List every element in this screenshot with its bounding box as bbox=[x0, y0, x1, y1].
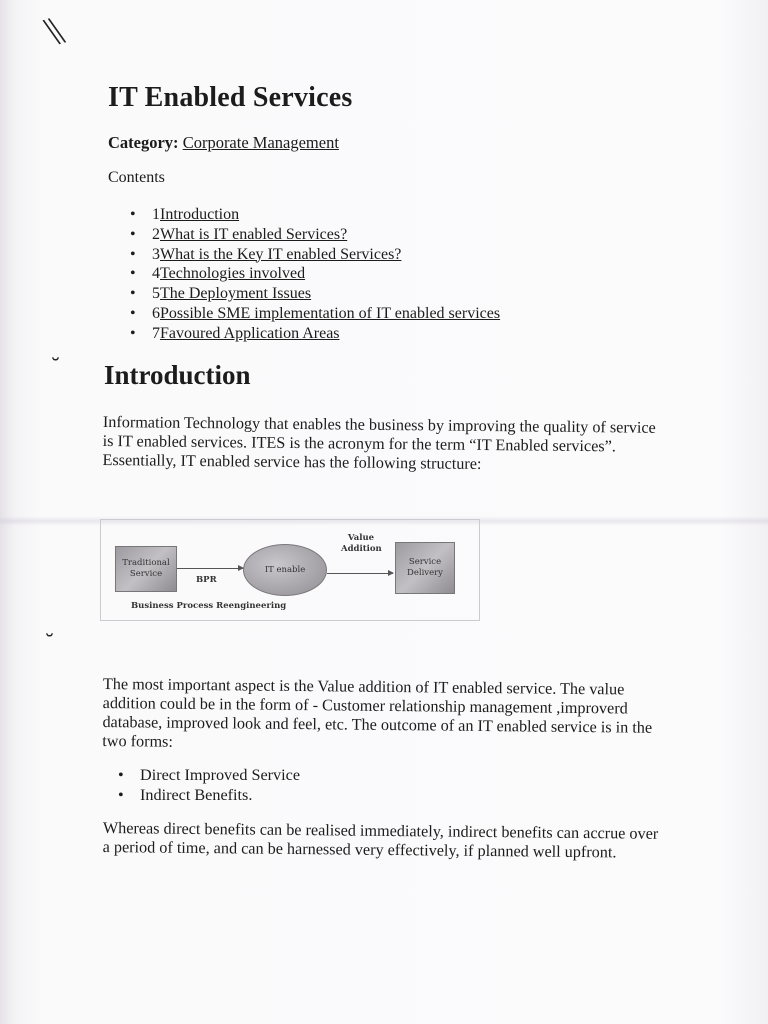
contents-label: Contents bbox=[108, 169, 165, 186]
toc-item bbox=[130, 324, 500, 344]
toc-link-key-ites[interactable]: What is the Key IT enabled Services? bbox=[160, 245, 402, 263]
value-addition-label: Value Addition bbox=[341, 533, 382, 554]
toc-link-introduction[interactable]: Introduction bbox=[160, 206, 240, 223]
toc-number: 6 bbox=[152, 304, 160, 322]
toc-link-application-areas[interactable]: Favoured Application Areas bbox=[160, 324, 340, 342]
toc-link-what-is-ites[interactable]: What is IT enabled Services? bbox=[160, 225, 348, 243]
list-item: • Direct Improved Service bbox=[118, 766, 300, 786]
traditional-service-box: Traditional Service bbox=[115, 546, 177, 592]
value-addition-paragraph: The most important aspect is the Value addition of IT enabled service. The value addition could be in the form of - Customer relationship management ,improverd database, improved look and feel, etc. The outcome of an IT enabled service is in the two forms: bbox=[102, 675, 653, 751]
toc-number: 2 bbox=[152, 225, 160, 243]
bpr-label: BPR bbox=[196, 575, 217, 585]
toc-item bbox=[130, 304, 500, 324]
toc-link-sme[interactable]: Possible SME implementation of IT enabled services bbox=[160, 304, 501, 322]
service-delivery-box: Service Delivery bbox=[395, 542, 455, 594]
handwritten-tick: ˘ bbox=[50, 356, 61, 381]
category-link[interactable]: Corporate Management bbox=[182, 133, 339, 152]
toc-number: 7 bbox=[152, 324, 160, 342]
list-item: • Indirect Benefits. bbox=[118, 786, 300, 806]
arrow-to-it-enable bbox=[177, 568, 243, 569]
table-of-contents bbox=[130, 205, 500, 344]
section-heading-introduction: Introduction bbox=[104, 360, 251, 390]
outcome-list bbox=[118, 766, 300, 805]
toc-link-deployment[interactable]: The Deployment Issues bbox=[160, 285, 312, 303]
page-title: IT Enabled Services bbox=[108, 82, 353, 113]
toc-number: 1 bbox=[152, 206, 160, 223]
category-line bbox=[108, 133, 339, 153]
handwritten-mark: \\ bbox=[40, 11, 63, 53]
arrow-to-service-delivery bbox=[327, 573, 393, 574]
toc-item bbox=[130, 205, 500, 225]
toc-item bbox=[130, 284, 500, 304]
toc-number: 4 bbox=[152, 265, 160, 283]
toc-item bbox=[130, 245, 500, 265]
ites-structure-diagram bbox=[100, 519, 480, 621]
toc-item bbox=[130, 225, 500, 245]
benefits-paragraph: Whereas direct benefits can be realised immediately, indirect benefits can accrue over a period of time, and can be harnessed very effectively, if planned well upfront. bbox=[102, 819, 659, 862]
bpr-full-label: Business Process Reengineering bbox=[131, 601, 287, 611]
toc-link-technologies[interactable]: Technologies involved bbox=[160, 265, 306, 283]
category-label: Category: bbox=[108, 133, 179, 152]
toc-item bbox=[130, 264, 500, 284]
toc-number: 3 bbox=[152, 245, 160, 263]
handwritten-tick: ˘ bbox=[44, 632, 55, 657]
toc-number: 5 bbox=[152, 285, 160, 303]
intro-paragraph: Information Technology that enables the business by improving the quality of service is IT enabled services. ITES is the acronym for the term “IT Enabled services”. Essentially, IT enabled service has the following structure: bbox=[102, 413, 656, 473]
it-enable-oval: IT enable bbox=[243, 544, 327, 596]
